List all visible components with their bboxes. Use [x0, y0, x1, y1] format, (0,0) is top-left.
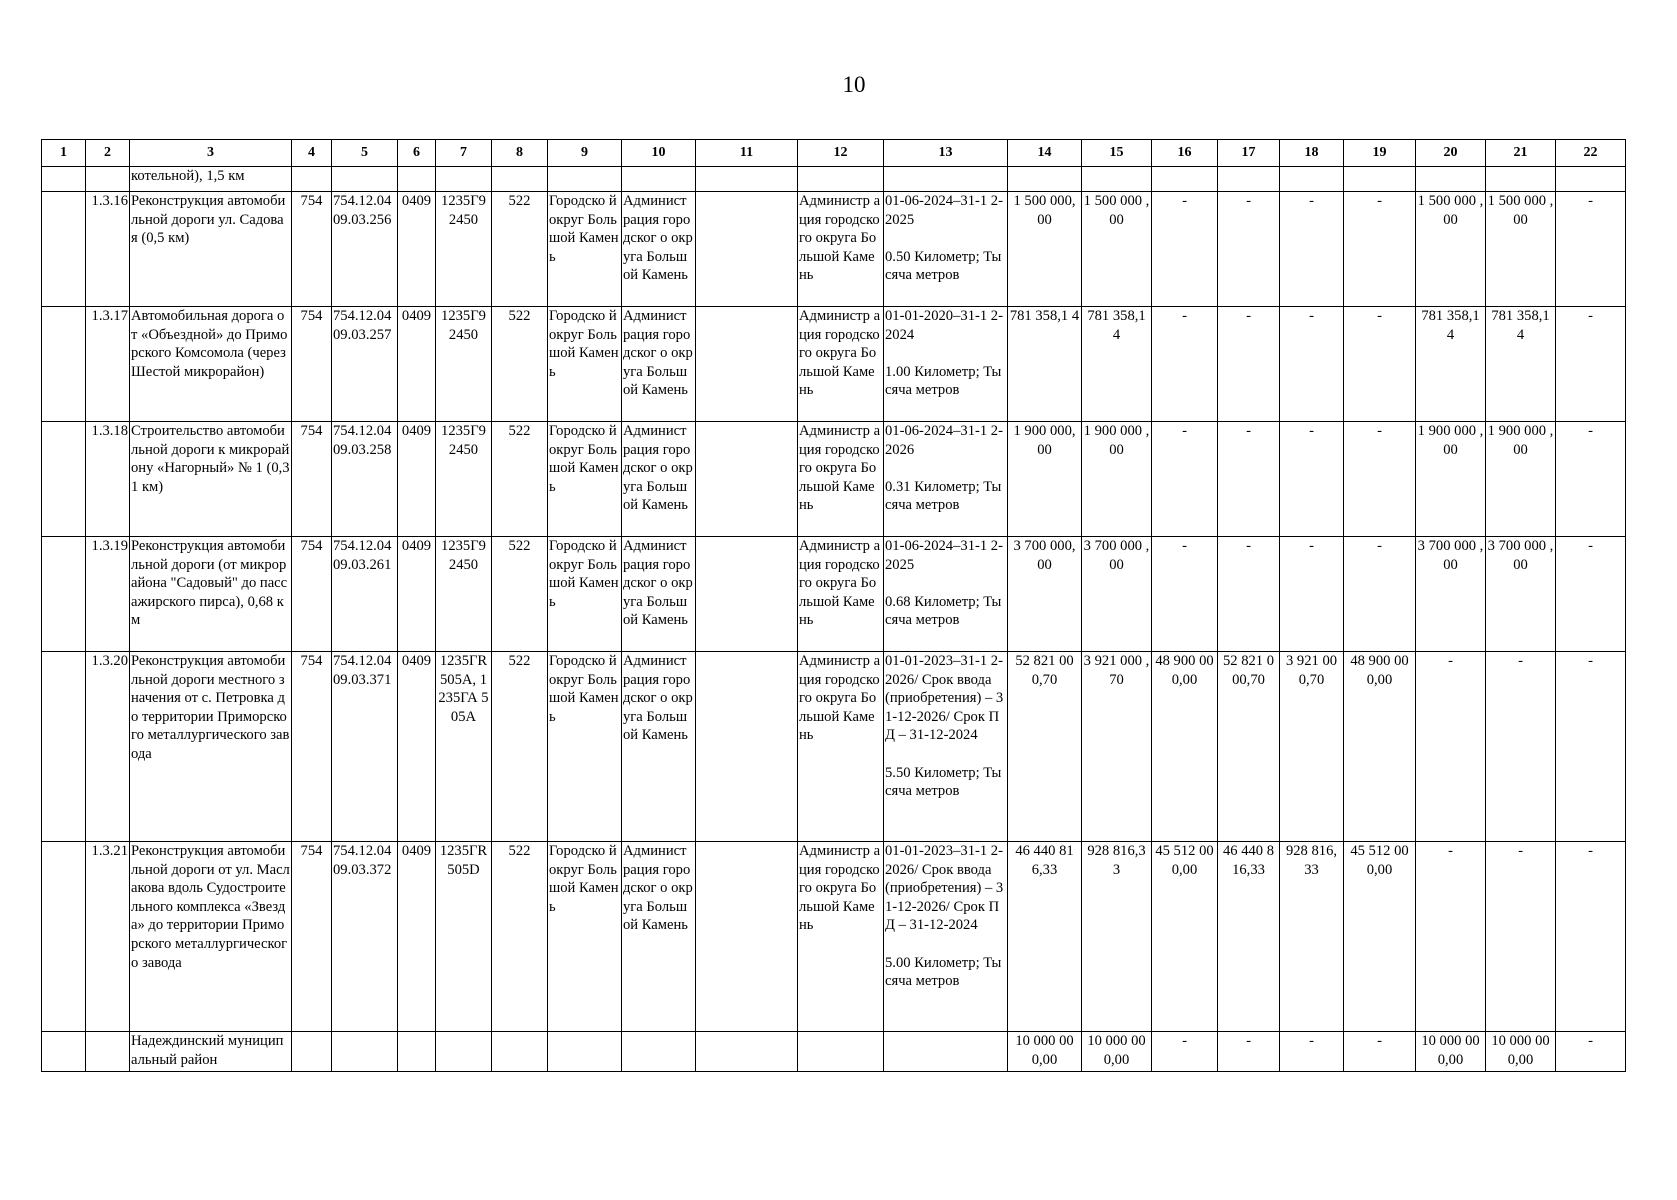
table-cell-col-5: 754.12.04 09.03.261	[332, 537, 398, 652]
table-cell-col-1	[42, 307, 86, 422]
table-cell-col-21: -	[1486, 652, 1556, 842]
table-cell-col-12: Администр ация городского округа Большой Камень	[798, 422, 884, 537]
table-cell-col-8	[492, 167, 548, 192]
table-cell-col-10: Админист рация городског о округа Большой Камень	[622, 652, 696, 842]
table-cell-col-18: -	[1280, 192, 1344, 307]
table-cell-col-10	[622, 167, 696, 192]
table-cell-col-5	[332, 167, 398, 192]
table-cell-col-14: 46 440 81 6,33	[1008, 842, 1082, 1032]
column-number-17: 17	[1218, 140, 1280, 167]
table-cell-col-2: 1.3.20	[86, 652, 130, 842]
table-cell-col-12: Администр ация городского округа Большой Камень	[798, 307, 884, 422]
table-cell-col-15: 928 816,3 3	[1082, 842, 1152, 1032]
column-number-5: 5	[332, 140, 398, 167]
table-cell-col-16: 48 900 00 0,00	[1152, 652, 1218, 842]
table-cell-col-14: 1 900 000, 00	[1008, 422, 1082, 537]
table-cell-col-9	[548, 167, 622, 192]
table-cell-col-16: -	[1152, 307, 1218, 422]
table-cell-col-1	[42, 1032, 86, 1072]
table-cell-col-22: -	[1556, 307, 1626, 422]
table-cell-col-22: -	[1556, 422, 1626, 537]
table-cell-col-20: 10 000 00 0,00	[1416, 1032, 1486, 1072]
table-cell-col-4: 754	[292, 842, 332, 1032]
table-cell-col-1	[42, 537, 86, 652]
table-cell-col-18: -	[1280, 422, 1344, 537]
table-row	[42, 537, 1626, 652]
table-cell-col-22	[1556, 167, 1626, 192]
table-cell-col-18	[1280, 167, 1344, 192]
table-cell-col-15	[1082, 167, 1152, 192]
table-cell-col-22: -	[1556, 537, 1626, 652]
table-cell-col-6: 0409	[398, 307, 436, 422]
column-number-14: 14	[1008, 140, 1082, 167]
table-cell-col-9: Городско й округ Большой Камень	[548, 842, 622, 1032]
table-cell-col-19: -	[1344, 422, 1416, 537]
table-row	[42, 167, 1626, 192]
table-row	[42, 192, 1626, 307]
table-cell-col-17: -	[1218, 307, 1280, 422]
table-cell-col-1	[42, 422, 86, 537]
table-cell-col-13	[884, 1032, 1008, 1072]
table-cell-col-15: 1 900 000 ,00	[1082, 422, 1152, 537]
table-cell-col-3: Автомобильная дорога от «Объездной» до Приморского Комсомола (через Шестой микрорайон)	[130, 307, 292, 422]
table-cell-col-11	[696, 422, 798, 537]
table-cell-col-5: 754.12.04 09.03.258	[332, 422, 398, 537]
table-cell-col-8: 522	[492, 842, 548, 1032]
table-cell-col-15: 10 000 00 0,00	[1082, 1032, 1152, 1072]
table-cell-col-21	[1486, 167, 1556, 192]
table-cell-col-4: 754	[292, 537, 332, 652]
table-cell-col-21: 3 700 000 ,00	[1486, 537, 1556, 652]
table-cell-col-12: Администр ация городского округа Большой Камень	[798, 842, 884, 1032]
table-cell-col-17: 52 821 0 00,70	[1218, 652, 1280, 842]
table-cell-col-9: Городско й округ Большой Камень	[548, 192, 622, 307]
table-cell-col-16: -	[1152, 192, 1218, 307]
table-cell-col-3: Реконструкция автомобильной дороги (от микрорайона "Садовый" до пассажирского пирса), 0,68 км	[130, 537, 292, 652]
table-cell-col-3: Реконструкция автомобильной дороги от ул. Маслакова вдоль Судостроительного комплекса «Звезда» до территории Приморского металлургического завода	[130, 842, 292, 1032]
table-cell-col-5: 754.12.04 09.03.372	[332, 842, 398, 1032]
table-cell-col-17: -	[1218, 537, 1280, 652]
table-cell-col-6	[398, 1032, 436, 1072]
table-cell-col-9: Городско й округ Большой Камень	[548, 422, 622, 537]
table-cell-col-17: 46 440 8 16,33	[1218, 842, 1280, 1032]
table-cell-col-4: 754	[292, 422, 332, 537]
table-cell-col-11	[696, 842, 798, 1032]
table-cell-col-19: 48 900 00 0,00	[1344, 652, 1416, 842]
table-cell-col-13: 01-01-2023–31-1 2-2026/ Срок ввода (приобретения) – 31-12-2026/ Срок ПД – 31-12-2024 5.00 Километр; Тысяча метров	[884, 842, 1008, 1032]
table-cell-col-6: 0409	[398, 537, 436, 652]
table-cell-col-13	[884, 167, 1008, 192]
column-number-11: 11	[696, 140, 798, 167]
table-cell-col-10: Админист рация городског о округа Большой Камень	[622, 842, 696, 1032]
table-cell-col-14: 1 500 000, 00	[1008, 192, 1082, 307]
table-cell-col-13: 01-06-2024–31-1 2-2025 0.68 Километр; Тысяча метров	[884, 537, 1008, 652]
table-row	[42, 307, 1626, 422]
column-number-6: 6	[398, 140, 436, 167]
table-header-row	[42, 140, 1626, 167]
table-cell-col-15: 781 358,1 4	[1082, 307, 1152, 422]
table-cell-col-6	[398, 167, 436, 192]
table-row	[42, 1032, 1626, 1072]
table-cell-col-1	[42, 192, 86, 307]
table-cell-col-9: Городско й округ Большой Камень	[548, 652, 622, 842]
table-cell-col-1	[42, 167, 86, 192]
table-cell-col-15: 3 700 000 ,00	[1082, 537, 1152, 652]
table-cell-col-22: -	[1556, 192, 1626, 307]
table-cell-col-16	[1152, 167, 1218, 192]
table-cell-col-12	[798, 167, 884, 192]
budget-table	[41, 139, 1626, 1072]
table-cell-col-18: 928 816, 33	[1280, 842, 1344, 1032]
table-row	[42, 842, 1626, 1032]
table-cell-col-6: 0409	[398, 192, 436, 307]
table-cell-col-14: 3 700 000, 00	[1008, 537, 1082, 652]
table-cell-col-17: -	[1218, 422, 1280, 537]
table-cell-col-21: 10 000 00 0,00	[1486, 1032, 1556, 1072]
table-cell-col-8: 522	[492, 652, 548, 842]
table-cell-col-13: 01-01-2020–31-1 2-2024 1.00 Километр; Тысяча метров	[884, 307, 1008, 422]
table-cell-col-21: 1 900 000 ,00	[1486, 422, 1556, 537]
table-cell-col-22: -	[1556, 652, 1626, 842]
table-cell-col-11	[696, 537, 798, 652]
column-number-1: 1	[42, 140, 86, 167]
table-cell-col-11	[696, 652, 798, 842]
column-number-4: 4	[292, 140, 332, 167]
table-cell-col-19: -	[1344, 537, 1416, 652]
table-cell-col-15: 1 500 000 ,00	[1082, 192, 1152, 307]
table-cell-col-4: 754	[292, 652, 332, 842]
page-number: 10	[842, 72, 866, 97]
table-cell-col-18: -	[1280, 307, 1344, 422]
table-cell-col-18: -	[1280, 1032, 1344, 1072]
table-cell-col-3: Надеждинский муниципальный район	[130, 1032, 292, 1072]
table-cell-col-11	[696, 1032, 798, 1072]
table-cell-col-8: 522	[492, 537, 548, 652]
table-cell-col-20: 3 700 000 ,00	[1416, 537, 1486, 652]
table-cell-col-14: 781 358,1 4	[1008, 307, 1082, 422]
column-number-19: 19	[1344, 140, 1416, 167]
table-cell-col-6: 0409	[398, 652, 436, 842]
column-number-7: 7	[436, 140, 492, 167]
table-cell-col-4: 754	[292, 307, 332, 422]
table-cell-col-5: 754.12.04 09.03.256	[332, 192, 398, 307]
column-number-9: 9	[548, 140, 622, 167]
table-cell-col-19: -	[1344, 192, 1416, 307]
table-cell-col-21: 1 500 000 ,00	[1486, 192, 1556, 307]
column-number-8: 8	[492, 140, 548, 167]
table-cell-col-10: Админист рация городског о округа Большой Камень	[622, 422, 696, 537]
column-number-20: 20	[1416, 140, 1486, 167]
column-number-18: 18	[1280, 140, 1344, 167]
table-cell-col-7: 1235ГR 505D	[436, 842, 492, 1032]
table-cell-col-11	[696, 192, 798, 307]
table-cell-col-13: 01-01-2023–31-1 2-2026/ Срок ввода (приобретения) – 31-12-2026/ Срок ПД – 31-12-2024 5.50 Километр; Тысяча метров	[884, 652, 1008, 842]
table-cell-col-4	[292, 1032, 332, 1072]
column-number-21: 21	[1486, 140, 1556, 167]
column-number-12: 12	[798, 140, 884, 167]
table-cell-col-12: Администр ация городского округа Большой Камень	[798, 192, 884, 307]
table-cell-col-3: котельной), 1,5 км	[130, 167, 292, 192]
table-cell-col-11	[696, 307, 798, 422]
table-cell-col-18: 3 921 00 0,70	[1280, 652, 1344, 842]
table-cell-col-19	[1344, 167, 1416, 192]
table-row	[42, 422, 1626, 537]
column-number-22: 22	[1556, 140, 1626, 167]
table-cell-col-4	[292, 167, 332, 192]
table-cell-col-20: 781 358,1 4	[1416, 307, 1486, 422]
table-cell-col-2	[86, 167, 130, 192]
table-cell-col-8: 522	[492, 422, 548, 537]
table-cell-col-2	[86, 1032, 130, 1072]
table-cell-col-22: -	[1556, 842, 1626, 1032]
table-cell-col-22: -	[1556, 1032, 1626, 1072]
table-cell-col-8: 522	[492, 192, 548, 307]
table-cell-col-1	[42, 842, 86, 1032]
table-cell-col-16: -	[1152, 422, 1218, 537]
table-cell-col-18: -	[1280, 537, 1344, 652]
table-cell-col-3: Реконструкция автомобильной дороги местного значения от с. Петровка до территории Приморского металлургического завода	[130, 652, 292, 842]
table-cell-col-12: Администр ация городского округа Большой Камень	[798, 537, 884, 652]
table-cell-col-13: 01-06-2024–31-1 2-2026 0.31 Километр; Тысяча метров	[884, 422, 1008, 537]
table-cell-col-7	[436, 1032, 492, 1072]
column-number-3: 3	[130, 140, 292, 167]
table-cell-col-10: Админист рация городског о округа Большой Камень	[622, 537, 696, 652]
column-number-16: 16	[1152, 140, 1218, 167]
table-row	[42, 652, 1626, 842]
table-cell-col-8	[492, 1032, 548, 1072]
table-cell-col-16: -	[1152, 537, 1218, 652]
table-cell-col-7: 1235Г9 2450	[436, 537, 492, 652]
table-cell-col-14: 10 000 00 0,00	[1008, 1032, 1082, 1072]
table-cell-col-1	[42, 652, 86, 842]
table-cell-col-20: 1 900 000 ,00	[1416, 422, 1486, 537]
table-cell-col-20: -	[1416, 652, 1486, 842]
table-cell-col-5: 754.12.04 09.03.257	[332, 307, 398, 422]
table-cell-col-16: 45 512 00 0,00	[1152, 842, 1218, 1032]
table-cell-col-14: 52 821 00 0,70	[1008, 652, 1082, 842]
table-cell-col-7: 1235ГR 505А, 1235ГА 505А	[436, 652, 492, 842]
table-cell-col-2: 1.3.21	[86, 842, 130, 1032]
table-cell-col-21: 781 358,1 4	[1486, 307, 1556, 422]
table-cell-col-15: 3 921 000 ,70	[1082, 652, 1152, 842]
table-cell-col-9: Городско й округ Большой Камень	[548, 537, 622, 652]
table-cell-col-19: -	[1344, 1032, 1416, 1072]
table-cell-col-20: 1 500 000 ,00	[1416, 192, 1486, 307]
table-cell-col-7	[436, 167, 492, 192]
table-cell-col-7: 1235Г9 2450	[436, 307, 492, 422]
table-cell-col-12	[798, 1032, 884, 1072]
table-cell-col-7: 1235Г9 2450	[436, 192, 492, 307]
table-cell-col-5	[332, 1032, 398, 1072]
table-cell-col-10	[622, 1032, 696, 1072]
column-number-15: 15	[1082, 140, 1152, 167]
table-cell-col-3: Реконструкция автомобильной дороги ул. Садовая (0,5 км)	[130, 192, 292, 307]
column-number-10: 10	[622, 140, 696, 167]
table-cell-col-7: 1235Г9 2450	[436, 422, 492, 537]
table-cell-col-17: -	[1218, 192, 1280, 307]
table-cell-col-2: 1.3.18	[86, 422, 130, 537]
column-number-13: 13	[884, 140, 1008, 167]
table-cell-col-11	[696, 167, 798, 192]
table-cell-col-10: Админист рация городског о округа Большой Камень	[622, 192, 696, 307]
table-cell-col-6: 0409	[398, 842, 436, 1032]
table-cell-col-5: 754.12.04 09.03.371	[332, 652, 398, 842]
table-cell-col-6: 0409	[398, 422, 436, 537]
table-cell-col-20: -	[1416, 842, 1486, 1032]
table-cell-col-2: 1.3.19	[86, 537, 130, 652]
table-cell-col-9	[548, 1032, 622, 1072]
table-cell-col-16: -	[1152, 1032, 1218, 1072]
table-cell-col-10: Админист рация городског о округа Большой Камень	[622, 307, 696, 422]
table-cell-col-4: 754	[292, 192, 332, 307]
table-cell-col-9: Городско й округ Большой Камень	[548, 307, 622, 422]
table-cell-col-17: -	[1218, 1032, 1280, 1072]
table-cell-col-19: -	[1344, 307, 1416, 422]
table-cell-col-2: 1.3.17	[86, 307, 130, 422]
table-cell-col-13: 01-06-2024–31-1 2-2025 0.50 Километр; Тысяча метров	[884, 192, 1008, 307]
table-cell-col-20	[1416, 167, 1486, 192]
table-cell-col-2: 1.3.16	[86, 192, 130, 307]
table-cell-col-8: 522	[492, 307, 548, 422]
table-cell-col-19: 45 512 00 0,00	[1344, 842, 1416, 1032]
table-cell-col-17	[1218, 167, 1280, 192]
table-cell-col-21: -	[1486, 842, 1556, 1032]
table-cell-col-3: Строительство автомобильной дороги к микрорайону «Нагорный» № 1 (0,31 км)	[130, 422, 292, 537]
column-number-2: 2	[86, 140, 130, 167]
table-cell-col-12: Администр ация городского округа Большой Камень	[798, 652, 884, 842]
table-cell-col-14	[1008, 167, 1082, 192]
